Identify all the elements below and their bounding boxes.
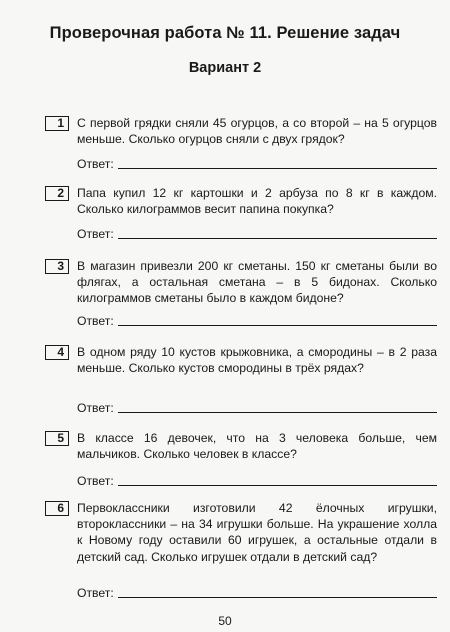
answer-label: Ответ: — [77, 401, 114, 415]
answer-line[interactable] — [118, 587, 437, 598]
answer-row — [77, 586, 437, 600]
task-number-box: 3 — [45, 259, 69, 274]
answer-line[interactable] — [118, 475, 437, 486]
task-text: В одном ряду 10 кустов крыжовника, а смородины – в 2 раза меньше. Сколько кустов смородины в трёх рядах? — [77, 345, 437, 376]
answer-label: Ответ: — [77, 586, 114, 600]
task-number-box: 4 — [45, 345, 69, 360]
answer-label: Ответ: — [77, 474, 114, 488]
task-text: В классе 16 девочек, что на 3 человека больше, чем мальчиков. Сколько человек в классе? — [77, 431, 437, 462]
task-text: Первоклассники изготовили 42 ёлочных игрушки, второклассники – на 34 игрушки больше. На украшение холла к Новому году оставили 60 игрушек, а остальные отдали в детский сад. Сколько игрушек отдали в детский сад? — [77, 501, 437, 564]
answer-row — [77, 474, 437, 488]
task-text: В магазин привезли 200 кг сметаны. 150 кг сметаны были во флягах, а остальная сметана – в 5 бидонах. Сколько килограммов сметаны было в каждом бидоне? — [77, 259, 437, 306]
answer-line[interactable] — [118, 402, 437, 413]
answer-row — [77, 157, 437, 171]
answer-label: Ответ: — [77, 227, 114, 241]
variant-heading: Вариант 2 — [188, 60, 262, 76]
task-number-box: 6 — [45, 501, 69, 516]
task-number-box: 2 — [45, 186, 69, 201]
task-number-box: 5 — [45, 431, 69, 446]
answer-row — [77, 227, 437, 241]
answer-line[interactable] — [118, 315, 437, 326]
task-number-box: 1 — [45, 116, 69, 131]
page-title: Проверочная работа № 11. Решение задач — [49, 24, 401, 42]
task-text: Папа купил 12 кг картошки и 2 арбуза по 8 кг в каждом. Сколько килограммов весит папина покупка? — [77, 186, 437, 217]
page-number: 50 — [218, 614, 232, 628]
answer-row — [77, 314, 437, 328]
answer-label: Ответ: — [77, 157, 114, 171]
answer-row — [77, 401, 437, 415]
task-text: С первой грядки сняли 45 огурцов, а со второй – на 5 огурцов меньше. Сколько огурцов сняли с двух грядок? — [77, 116, 437, 147]
answer-line[interactable] — [118, 228, 437, 239]
answer-line[interactable] — [118, 158, 437, 169]
answer-label: Ответ: — [77, 314, 114, 328]
